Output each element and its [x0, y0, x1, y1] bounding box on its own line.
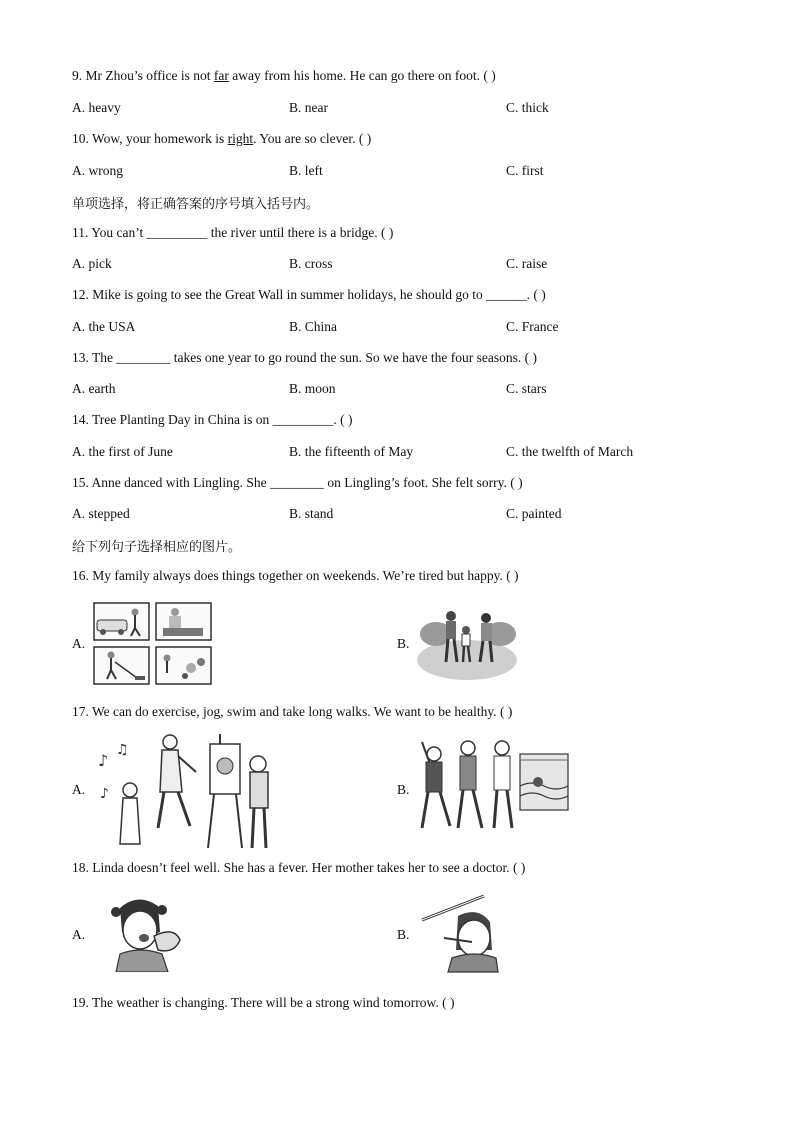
- question-9-option-b: B. near: [289, 100, 328, 115]
- question-9-option-a: A. heavy: [72, 100, 121, 115]
- question-17-option-a: A.: [72, 782, 86, 797]
- question-16-option-b: B.: [397, 636, 410, 651]
- question-9-text-post: away from his home. He can go there on foot. ( ): [228, 68, 496, 83]
- question-16-picture-b-family-walk: [416, 604, 518, 682]
- question-11-option-c: C. raise: [506, 256, 548, 271]
- question-12: 12. Mike is going to see the Great Wall in summer holidays, he should go to ______. ( ): [72, 287, 546, 302]
- question-18-option-b: B.: [397, 927, 410, 942]
- question-19: 19. The weather is changing. There will be a strong wind tomorrow. ( ): [72, 995, 455, 1010]
- question-10-underlined-word: right: [227, 131, 254, 146]
- question-13-option-c: C. stars: [506, 381, 547, 396]
- question-11-option-b: B. cross: [289, 256, 333, 271]
- question-15: 15. Anne danced with Lingling. She ________ on Lingling’s foot. She felt sorry. ( ): [72, 475, 523, 490]
- question-12-option-c: C. France: [506, 319, 559, 334]
- question-18-option-a: A.: [72, 927, 86, 942]
- question-14-option-a: A. the first of June: [72, 444, 173, 459]
- question-10-option-b: B. left: [289, 163, 323, 178]
- question-11: 11. You can’t _________ the river until there is a bridge. ( ): [72, 225, 394, 240]
- question-15-option-a: A. stepped: [72, 506, 130, 521]
- question-16-option-a: A.: [72, 636, 86, 651]
- question-15-option-b: B. stand: [289, 506, 334, 521]
- question-17-picture-a-singing-dancing-painting: [92, 732, 274, 850]
- question-10-text-post: . You are so clever. ( ): [253, 131, 372, 146]
- svg-text:♪: ♪: [100, 786, 109, 802]
- question-18-picture-b-thermometer-girl: [418, 892, 502, 974]
- question-17-option-b: B.: [397, 782, 410, 797]
- question-18-picture-a-coughing-girl: [108, 896, 188, 972]
- question-10-option-c: C. first: [506, 163, 544, 178]
- question-10-option-a: A. wrong: [72, 163, 123, 178]
- question-13-option-a: A. earth: [72, 381, 116, 396]
- question-10-text-pre: 10. Wow, your homework is: [72, 131, 228, 146]
- question-17-picture-b-exercise: [416, 738, 570, 832]
- question-9-text-pre: 9. Mr Zhou’s office is not: [72, 68, 214, 83]
- question-9: [72, 68, 496, 84]
- question-15-option-c: C. painted: [506, 506, 562, 521]
- question-13-option-b: B. moon: [289, 381, 336, 396]
- question-16: 16. My family always does things together on weekends. We’re tired but happy. ( ): [72, 568, 519, 583]
- question-11-option-a: A. pick: [72, 256, 112, 271]
- question-17: 17. We can do exercise, jog, swim and take long walks. We want to be healthy. ( ): [72, 704, 513, 719]
- question-12-option-b: B. China: [289, 319, 338, 334]
- question-10: [72, 131, 371, 147]
- question-14-option-b: B. the fifteenth of May: [289, 444, 414, 459]
- question-9-option-c: C. thick: [506, 100, 549, 115]
- question-14-option-c: C. the twelfth of March: [506, 444, 634, 459]
- question-12-option-a: A. the USA: [72, 319, 136, 334]
- question-18: 18. Linda doesn’t feel well. She has a fever. Her mother takes her to see a doctor. ( ): [72, 860, 526, 875]
- svg-text:♫: ♫: [116, 742, 129, 758]
- section-heading-picture-match: 给下列句子选择相应的图片。: [72, 540, 242, 555]
- question-16-picture-a-chores: [93, 602, 213, 686]
- question-14: 14. Tree Planting Day in China is on _________. ( ): [72, 412, 353, 427]
- question-13: 13. The ________ takes one year to go round the sun. So we have the four seasons. ( ): [72, 350, 538, 365]
- question-9-underlined-word: far: [213, 68, 229, 83]
- section-heading-single-choice: 单项选择，将正确答案的序号填入括号内。: [72, 197, 320, 212]
- svg-text:♪: ♪: [98, 751, 109, 770]
